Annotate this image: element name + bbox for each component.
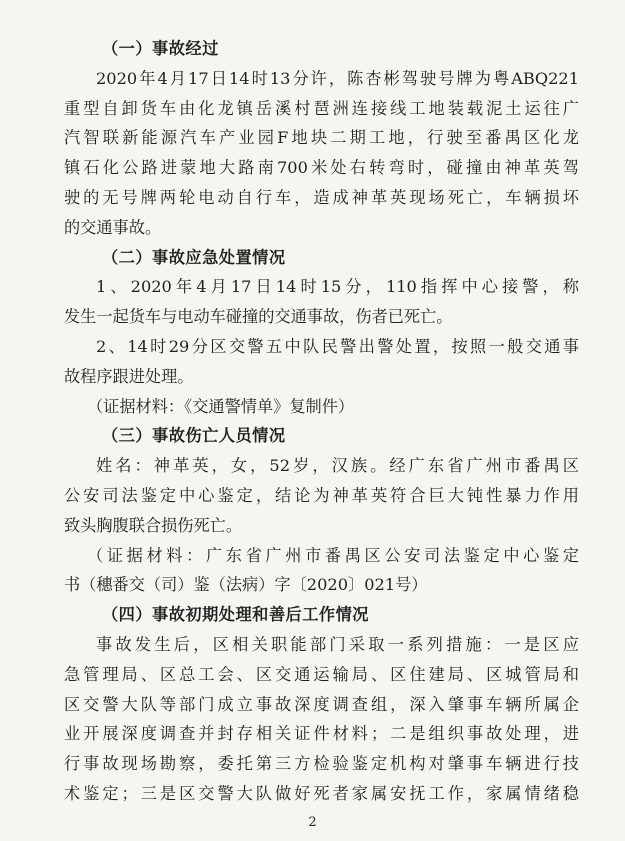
evidence-note: 书（穗番交（司）鉴（法病）字〔2020〕021号） <box>64 575 428 595</box>
paragraph-line: 急管理局、区总工会、区交通运输局、区住建局、区城管局和 <box>64 664 579 684</box>
paragraph-line: 重型自卸货车由化龙镇岳溪村琶洲连接线工地装载泥土运往广 <box>64 98 579 118</box>
paragraph-line: 汽智联新能源汽车产业园F地块二期工地，行驶至番禺区化龙 <box>64 128 579 148</box>
paragraph-line: 镇石化公路进蒙地大路南700米处右转弯时，碰撞由神革英驾 <box>64 158 579 178</box>
paragraph-line: 致头胸腹联合损伤死亡。 <box>64 515 243 535</box>
paragraph-line: 1、2020年4月17日14时15分，110指挥中心接警，称 <box>96 277 579 297</box>
evidence-note: （证据材料：《交通警情单》复制件） <box>87 396 355 416</box>
paragraph-line: 姓名：神革英，女，52岁，汉族。经广东省广州市番禺区 <box>96 456 579 476</box>
paragraph-line: 区交警大队等部门成立事故深度调查组，深入肇事车辆所属企 <box>64 694 579 714</box>
paragraph-line: 故程序跟进处理。 <box>64 366 194 386</box>
section-heading-3: （三）事故伤亡人员情况 <box>102 426 286 446</box>
evidence-note: （证据材料：广东省广州市番禺区公安司法鉴定中心鉴定 <box>87 545 579 565</box>
paragraph-line: 驶的无号牌两轮电动自行车，造成神革英现场死亡，车辆损坏 <box>64 187 579 207</box>
paragraph-line: 事故发生后，区相关职能部门采取一系列措施：一是区应 <box>96 634 579 654</box>
page-number: 2 <box>308 815 317 830</box>
document-body <box>64 34 579 809</box>
section-heading-2: （二）事故应急处置情况 <box>102 247 286 267</box>
paragraph-line: 2020年4月17日14时13分许，陈杏彬驾驶号牌为粤ABQ221 <box>96 68 579 88</box>
paragraph-line: 行事故现场勘察，委托第三方检验鉴定机构对肇事车辆进行技 <box>64 754 579 774</box>
section-heading-4: （四）事故初期处理和善后工作情况 <box>102 605 369 625</box>
paragraph-line: 术鉴定；三是区交警大队做好死者家属安抚工作，家属情绪稳 <box>64 783 579 803</box>
paragraph-line: 发生一起货车与电动车碰撞的交通事故，伤者已死亡。 <box>64 307 453 327</box>
paragraph-line: 的交通事故。 <box>64 217 162 237</box>
section-heading-1: （一）事故经过 <box>102 39 219 58</box>
paragraph-line: 2、14时29分区交警五中队民警出警处置，按照一般交通事 <box>96 336 579 356</box>
paragraph-line: 公安司法鉴定中心鉴定，结论为神革英符合巨大钝性暴力作用 <box>64 485 579 505</box>
paragraph-line: 业开展深度调查并封存相关证件材料；二是组织事故处理，进 <box>64 724 579 744</box>
